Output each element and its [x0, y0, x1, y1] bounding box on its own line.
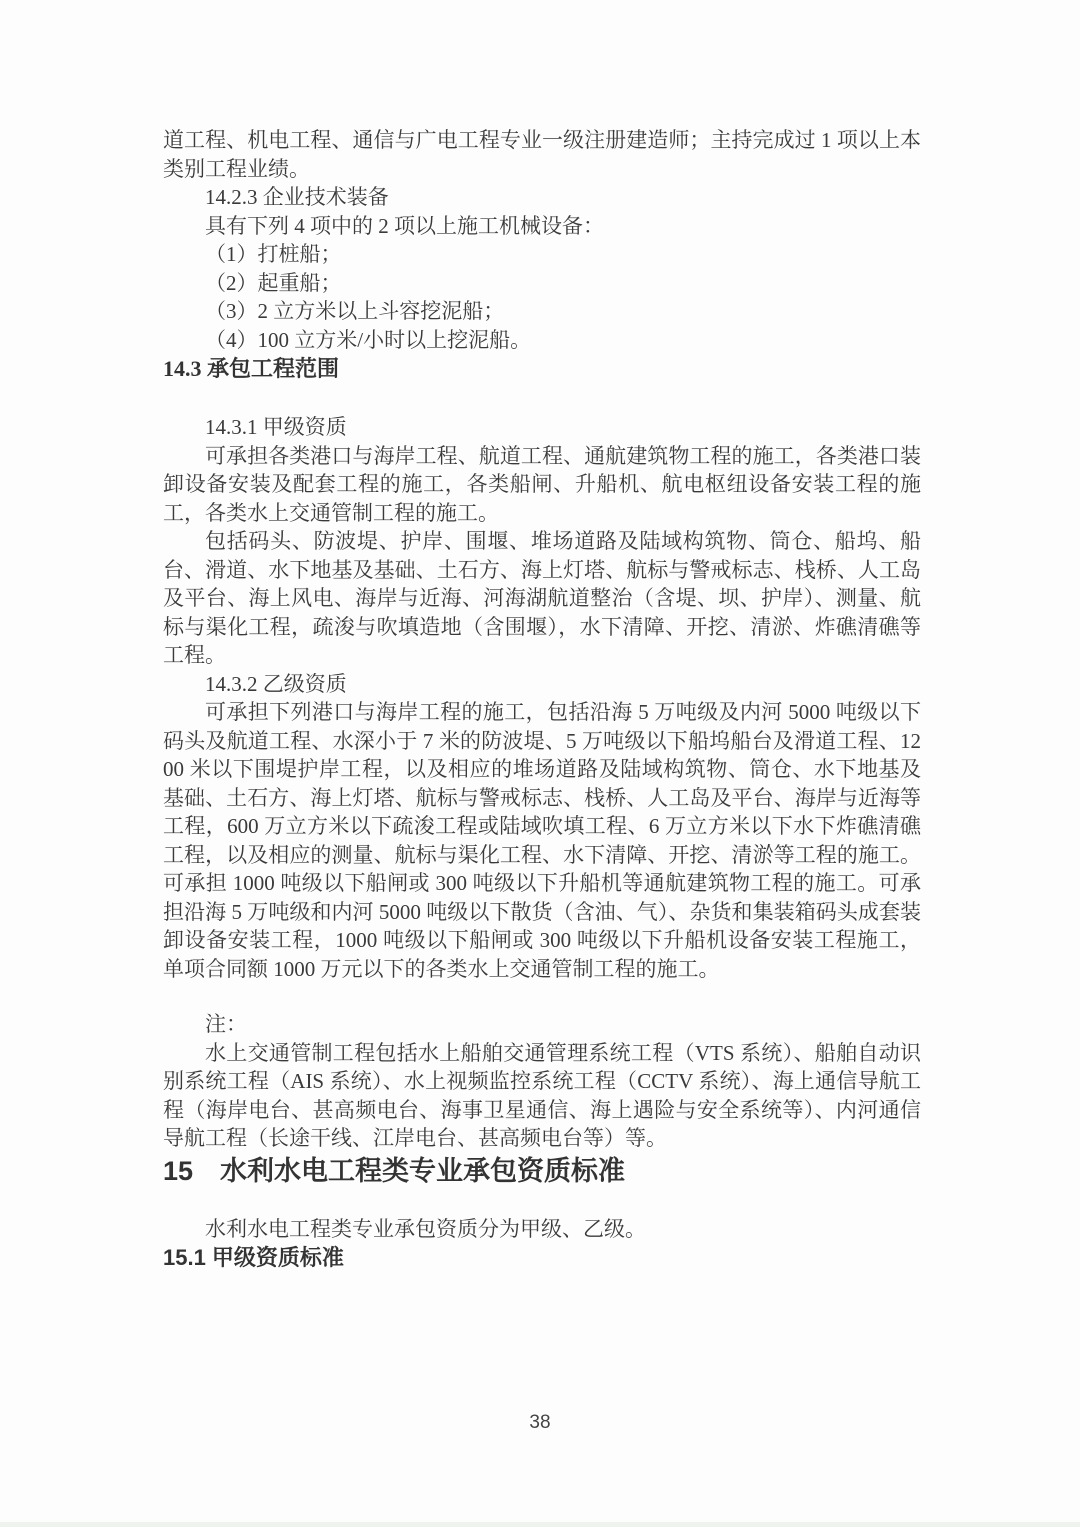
equipment-item: （2）起重船；: [205, 270, 342, 295]
equipment-item: （3）2 立方米以上斗容挖泥船；: [205, 299, 505, 323]
note-paragraph: 水上交通管制工程包括水上船舶交通管理系统工程（VTS 系统）、船舶自动识别系统工程（AIS 系统）、水上视频监控系统工程（CCTV 系统）、海上通信导航工程（海岸电台、甚高频电台、海事卫星通信、海上遇险与安全系统等）、内河通信导航工程（长途干线、江岸电台、甚高频电台等）等。: [163, 1040, 921, 1150]
heading-14-3-2: 14.3.2 乙级资质: [205, 671, 347, 696]
grade-b-scope-paragraph: 可承担下列港口与海岸工程的施工，包括沿海 5 万吨级及内河 5000 吨级以下码头及航道工程、水深小于 7 米的防波堤、5 万吨级以下船坞船台及滑道工程、1200 米以下围堤护岸工程，以及相应的堆场道路及陆域构筑物、筒仓、水下地基及基础、土石方、海上灯塔、航标与警戒标志、栈桥、人工岛及平台、海岸与近海等工程，600 万立方米以下疏浚工程或陆域吹填工程、6 万立方米以下水下炸礁清礁工程，以及相应的测量、航标与渠化工程、水下清障、开挖、清淤等工程的施工。可承担 1000 吨级以下船闸或 300 吨级以下升船机等通航建筑物工程的施工。可承担沿海 5 万吨级和内河 5000 吨级以下散货（含油、气）、杂货和集装箱码头成套装卸设备安装工程，1000 吨级以下船闸或 300 吨级以下升船机设备安装工程施工，单项合同额 1000 万元以下的各类水上交通管制工程的施工。: [163, 700, 921, 981]
section-15-intro: 水利水电工程类专业承包资质分为甲级、乙级。: [205, 1216, 646, 1241]
grade-a-includes-paragraph: 包括码头、防波堤、护岸、围堰、堆场道路及陆域构筑物、筒仓、船坞、船台、滑道、水下地基及基础、土石方、海上灯塔、航标与警戒标志、栈桥、人工岛及平台、海上风电、海岸与近海、河海湖航道整治（含堤、坝、护岸）、测量、航标与渠化工程，疏浚与吹填造地（含围堰），水下清障、开挖、清淤、炸礁清礁等工程。: [163, 529, 921, 667]
heading-14-3-1: 14.3.1 甲级资质: [205, 415, 347, 439]
equipment-item: （4）100 立方米/小时以上挖泥船。: [205, 327, 532, 352]
continuation-paragraph: 道工程、机电工程、通信与广电工程专业一级注册建造师；主持完成过 1 项以上本类别工程业绩。: [163, 128, 921, 181]
grade-a-scope-paragraph: 可承担各类港口与海岸工程、航道工程、通航建筑物工程的施工，各类港口装卸设备安装及配套工程的施工，各类船闸、升船机、航电枢纽设备安装工程的施工，各类水上交通管制工程的施工。: [163, 443, 921, 525]
note-label: 注：: [205, 1012, 247, 1036]
spacer: [163, 384, 921, 413]
equipment-intro: 具有下列 4 项中的 2 项以上施工机械设备：: [205, 213, 604, 238]
heading-15-1: 15.1 甲级资质标准: [163, 1245, 344, 1270]
equipment-item: （1）打桩船；: [205, 242, 342, 266]
page-content: [163, 0, 921, 1273]
heading-14-3: 14.3 承包工程范围: [163, 356, 340, 381]
heading-14-2-3: 14.2.3 企业技术装备: [205, 185, 389, 209]
bottom-edge-strip: [0, 1522, 1080, 1527]
page-number: 38: [529, 1412, 551, 1433]
heading-15: 15 水利水电工程类专业承包资质标准: [163, 1155, 626, 1186]
